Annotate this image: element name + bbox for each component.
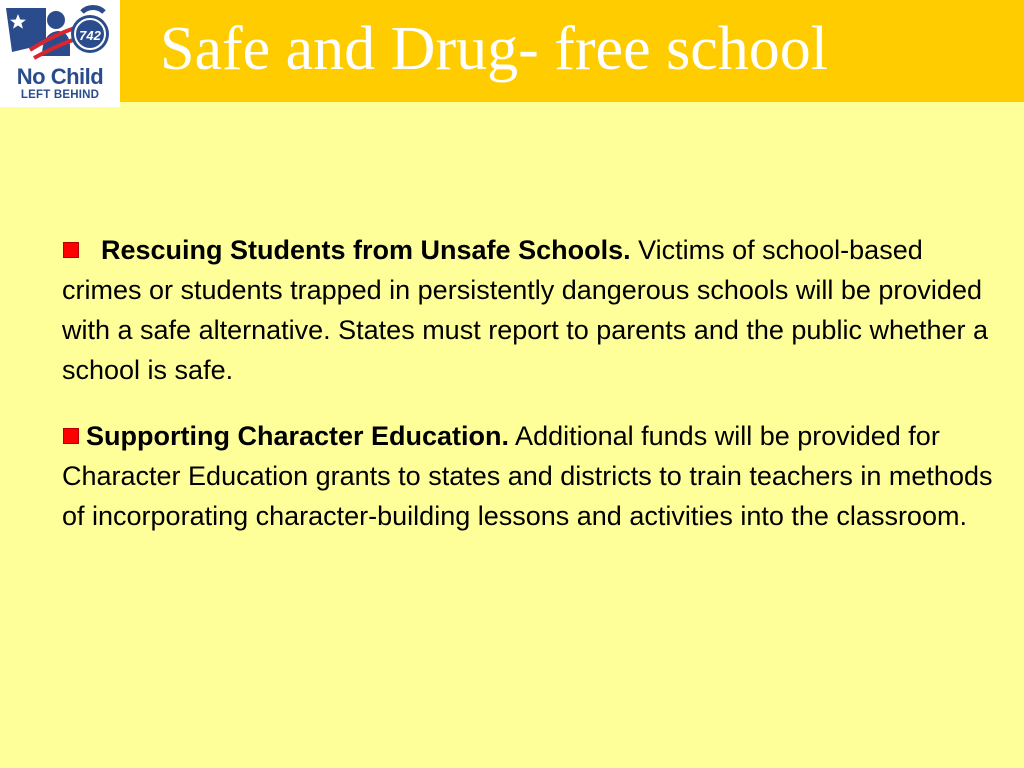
bullet-lead: Supporting Character Education. [86, 421, 510, 451]
slide-body [62, 230, 1002, 536]
logo-line1: No Child [16, 64, 104, 89]
red-square-bullet-icon [63, 428, 79, 444]
bullet-item-unsafe-schools [62, 230, 1002, 390]
red-square-bullet-icon [63, 242, 79, 258]
logo-badge-number: 742 [79, 28, 101, 43]
logo-graphic-icon [0, 0, 120, 70]
bullet-body: Victims of school-based crimes or students trapped in persistently dangerous schools will be provided with a safe alternative. States must report to parents and the public whether a school is safe. [62, 235, 989, 385]
bullet-item-character-education [62, 416, 1002, 536]
bullet-body: Additional funds will be provided for Character Education grants to states and districts to train teachers in methods of incorporating character-building lessons and activities into the classroom. [62, 421, 993, 531]
logo-line2: LEFT BEHIND [20, 89, 100, 101]
slide-title: Safe and Drug- free school [160, 15, 828, 83]
bullet-lead: Rescuing Students from Unsafe Schools. [101, 235, 631, 265]
no-child-left-behind-logo [0, 0, 120, 107]
